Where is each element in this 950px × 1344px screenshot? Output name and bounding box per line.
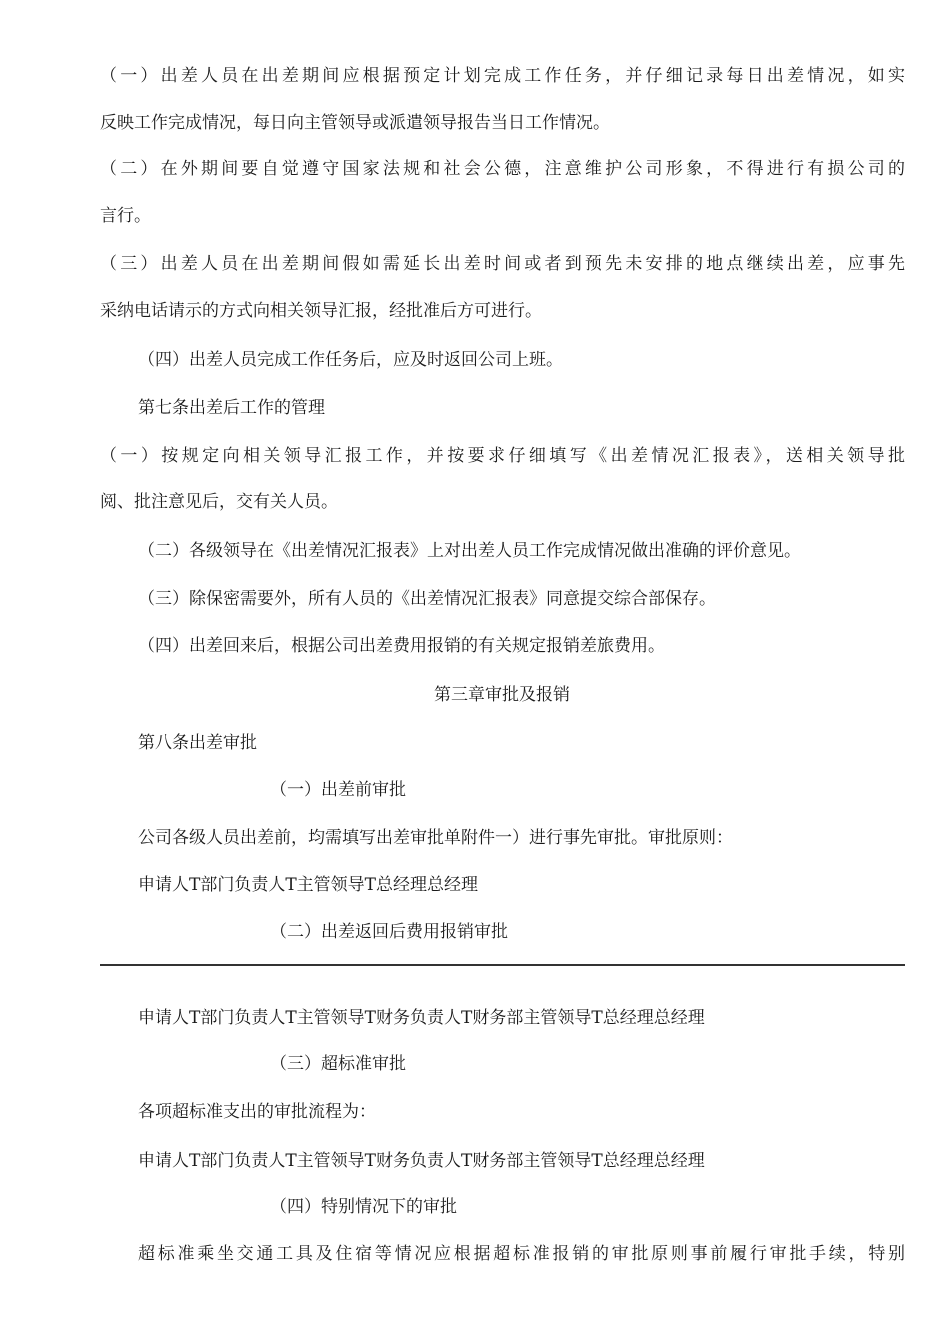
- subsection-heading: （一）出差前审批: [270, 780, 406, 800]
- chapter-heading: 第三章审批及报销: [434, 685, 570, 705]
- paragraph-line: （二）在外期间要自觉遵守国家法规和社会公德，注意维护公司形象，不得进行有损公司的: [100, 159, 905, 179]
- paragraph-line: 超标准乘坐交通工具及住宿等情况应根据超标准报销的审批原则事前履行审批手续，特别: [138, 1244, 905, 1264]
- article-heading: 第八条出差审批: [138, 733, 257, 753]
- paragraph-line: （四）出差人员完成工作任务后，应及时返回公司上班。: [138, 350, 563, 370]
- paragraph-line: （四）出差回来后，根据公司出差费用报销的有关规定报销差旅费用。: [138, 636, 665, 656]
- paragraph-line: 言行。: [100, 206, 151, 226]
- paragraph-line: 反映工作完成情况，每日向主管领导或派遣领导报告当日工作情况。: [100, 113, 610, 133]
- paragraph-line: （三）除保密需要外，所有人员的《出差情况汇报表》同意提交综合部保存。: [138, 589, 716, 609]
- approval-flow: 申请人T部门负责人T主管领导T总经理总经理: [138, 875, 479, 895]
- subsection-heading: （三）超标准审批: [270, 1054, 406, 1074]
- paragraph-line: 各项超标准支出的审批流程为：: [138, 1102, 376, 1122]
- paragraph-line: 公司各级人员出差前，均需填写出差审批单附件一）进行事先审批。审批原则：: [138, 828, 733, 848]
- paragraph-line: 采纳电话请示的方式向相关领导汇报，经批准后方可进行。: [100, 301, 542, 321]
- horizontal-rule: [100, 964, 905, 966]
- paragraph-line: （三）出差人员在出差期间假如需延长出差时间或者到预先未安排的地点继续出差，应事先: [100, 254, 905, 274]
- article-heading: 第七条出差后工作的管理: [138, 398, 325, 418]
- paragraph-line: （二）各级领导在《出差情况汇报表》上对出差人员工作完成情况做出准确的评价意见。: [138, 541, 801, 561]
- approval-flow: 申请人T部门负责人T主管领导T财务负责人T财务部主管领导T总经理总经理: [138, 1008, 705, 1028]
- subsection-heading: （四）特别情况下的审批: [270, 1197, 457, 1217]
- subsection-heading: （二）出差返回后费用报销审批: [270, 922, 508, 942]
- paragraph-line: 阅、批注意见后，交有关人员。: [100, 492, 338, 512]
- paragraph-line: （一）按规定向相关领导汇报工作，并按要求仔细填写《出差情况汇报表》，送相关领导批: [100, 446, 905, 466]
- paragraph-line: （一）出差人员在出差期间应根据预定计划完成工作任务，并仔细记录每日出差情况，如实: [100, 66, 905, 86]
- approval-flow: 申请人T部门负责人T主管领导T财务负责人T财务部主管领导T总经理总经理: [138, 1151, 705, 1171]
